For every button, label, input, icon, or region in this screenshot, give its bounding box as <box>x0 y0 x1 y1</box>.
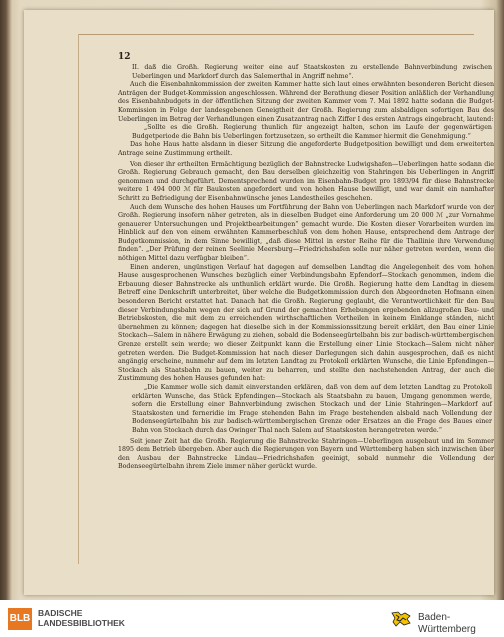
paragraph: Auch dem Wunsche des hohen Hauses um Fortführung der Bahn von Ueberlingen nach Markdorf wurde von der Großh. Regierung insofern näher getreten, als in dieselben Budget eine Anforderung um 20 000 ℳ „zur Vornahme genauerer Untersuchungen und Projektbearbeitungen“ gemacht wurde. Die Kosten dieser Vorarbeiten wurden im Hinblick auf den von einem erwähnten Kammerbeschluß von dem hohen Hause, entsprechend dem Antrage der Budgetkommission, in dem Sinne bewilligt, „daß diese Mittel in erster Reihe für die Thallinie ihre Verwendung finden“. „Der Prüfung der reinen Seelinie Meersburg—Friedrichshafen solle nur näher getreten werden, wenn die nöthigen Mittel dazu verfügbar bleiben“. <box>118 203 494 263</box>
paragraph: II. daß die Großh. Regierung weiter eine auf Staatskosten zu erstellende Bahnverbindung zwischen Ueberlingen und Markdorf durch das Salemerthal in Angriff nehme“. <box>132 64 492 80</box>
blb-logo-icon[interactable]: BLB <box>8 608 32 630</box>
paragraph: „Die Kammer wolle sich damit einverstanden erklären, daß von dem auf dem letzten Landtag zu Protokoll erklärten Wunsche, das Stück Epfendingen—Stockach als Staatsbahn zu bauen, Umgang genommen werde, sofern die Erstellung einer Bahnverbindung zwischen Stockach und der Linie Stahringen—Markdorf auf Staatskosten und ferneridie im Frage stehenden Bahn im Frage bestehenden alsbald nach Vollendung der Bodenseegürtelbahn bis zur badisch-württembergischen Grenze oder Ersatzes an die Frage des Baues einer Bahn von Stockach durch das Owinger Thal nach Salem auf Staatskosten herangetreten werde.“ <box>132 383 492 434</box>
library-name-line1: BADISCHE <box>38 608 83 618</box>
paragraph: Von dieser ihr ertheilten Ermächtigung bezüglich der Bahnstrecke Ludwigshafen—Ueberlingen hatte sodann die Großh. Regierung Gebrauch gemacht, den Bau derselben gleichzeitig von Stahringen bis Ueberlingen in Angriff genommen und durchgeführt. Dementsprechend wurden im Eisenbahn-Budget pro 1893/94 für diese Bahnstrecke weitere 1 494 000 ℳ für Baukosten angefordert und von hohen Hause bewilligt, und war damit ein namhafter Schritt zu Befriedigung der Eisenbahnwünsche jenes Landestheiles geschehen. <box>118 160 494 202</box>
page-body-text <box>118 64 494 472</box>
library-name-line2: LANDESBIBLIOTHEK <box>38 618 125 628</box>
page-margin-rule <box>78 34 79 564</box>
baden-wuerttemberg-lion-icon <box>390 610 412 628</box>
state-name[interactable]: Baden-Württemberg <box>418 612 476 635</box>
paragraph: Seit jener Zeit hat die Großh. Regierung die Bahnstrecke Stahringen—Ueberlingen ausgebaut und im Sommer 1895 dem Betrieb übergeben. Aber auch die Regierungen von Bayern und Württemberg haben sich inzwischen über den Ausbau der Bahnstrecke Lindau—Friedrichshafen geeinigt, sobald nunmehr die Vollendung der Bodenseegürtelbahn ihrem Ziele immer näher gerückt wurde. <box>118 437 494 471</box>
paragraph: „Sollte es die Großh. Regierung thunlich für angezeigt halten, schon im Laufe der gegenwärtigen Budgetperiode die Bahn bis Ueberlingen fortzusetzen, so ertheilt die Kammer hiermit die Genehmigung.“ <box>132 124 492 140</box>
page-number: 12 <box>118 52 131 62</box>
library-name[interactable] <box>38 608 125 628</box>
page-top-rule <box>78 34 474 35</box>
footer-bar <box>0 600 504 637</box>
paragraph: Das hohe Haus hatte alsdann in dieser Sitzung die angeforderte Budgetposition bewilligt und dem erweiterten Antrage seine Zustimmung ertheilt. <box>118 141 494 157</box>
paragraph: Einen anderen, ungünstigen Verlauf hat dagegen auf demselben Landtag die Angelegenheit des vom hohen Hause ausgesprochenen Wunsches bezüglich einer Verbindungsbahn Epfendorf—Stockach genommen, indem die Erbauung dieser Bahnstrecke als unthunlich erklärt wurde. Die Großh. Regierung hatte dem Landtag in diesem Betreff eine Denkschrift unterbreitet, über welche die Budgetkommission durch den Abgeordneten Hofmann einen besonderen Bericht erstattet hat. Danach hat die Großh. Regierung geglaubt, die Verantwortlichkeit für den Bau dieser Verbindungsbahn wegen der sich auf Grund der gemachten Erhebungen ergebenden allzugroßen Bau- und Betriebskosten, die mit dem zu erreichenden wirthschaftlichen Vortheilen in keinem Einklange ständen, nicht übernehmen zu können; dagegen hat dieselbe sich in der Kommissionssitzung bereit erklärt, den Bau einer Linie Stockach—Salem in nähere Erwägung zu ziehen, sobald die Bodenseegürtelbahn bis zur badisch-württembergischen Grenze erstellt sein werde; wo dieser Zeitpunkt kann die Erstellung einer Linie Stockach—Salem nicht näher getreten werden. Die Budget-Kommission hat nach dieser Darlegungen sich dahin ausgesprochen, daß es nicht angängig erscheine, nunmehr auf dem im letzten Landtag zu Protokoll erklärten Wunsche, die Linie Epfendingen—Stockach als Staatsbahn zu bauen, weiter zu beharren, und stellte den nachstehenden Antrag, der auch die Zustimmung des hohen Hauses gefunden hat: <box>118 263 494 383</box>
paragraph: Auch die Eisenbahnkommission der zweiten Kammer hatte sich laut eines erwähnten besonderen Bericht diesen Anträgen der Budget-Kommission angeschlossen. Während der Berathung dieser Position anläßlich der Verhandlung des Eisenbahnbudgets in der öffentlichen Sitzung der zweiten Kammer vom 7. Mai 1892 hatte sodann die Budget-Kommission in Folge der landesgebenen Geneigtheit der Großh. Regierung zum alsbaldigen sofortigen Bau des Ueberlingen im Betrag der Verhandlungen einen Zusatzantrag nach Ziffer I des ersten Antrags eingebracht, lautend: <box>118 81 494 123</box>
